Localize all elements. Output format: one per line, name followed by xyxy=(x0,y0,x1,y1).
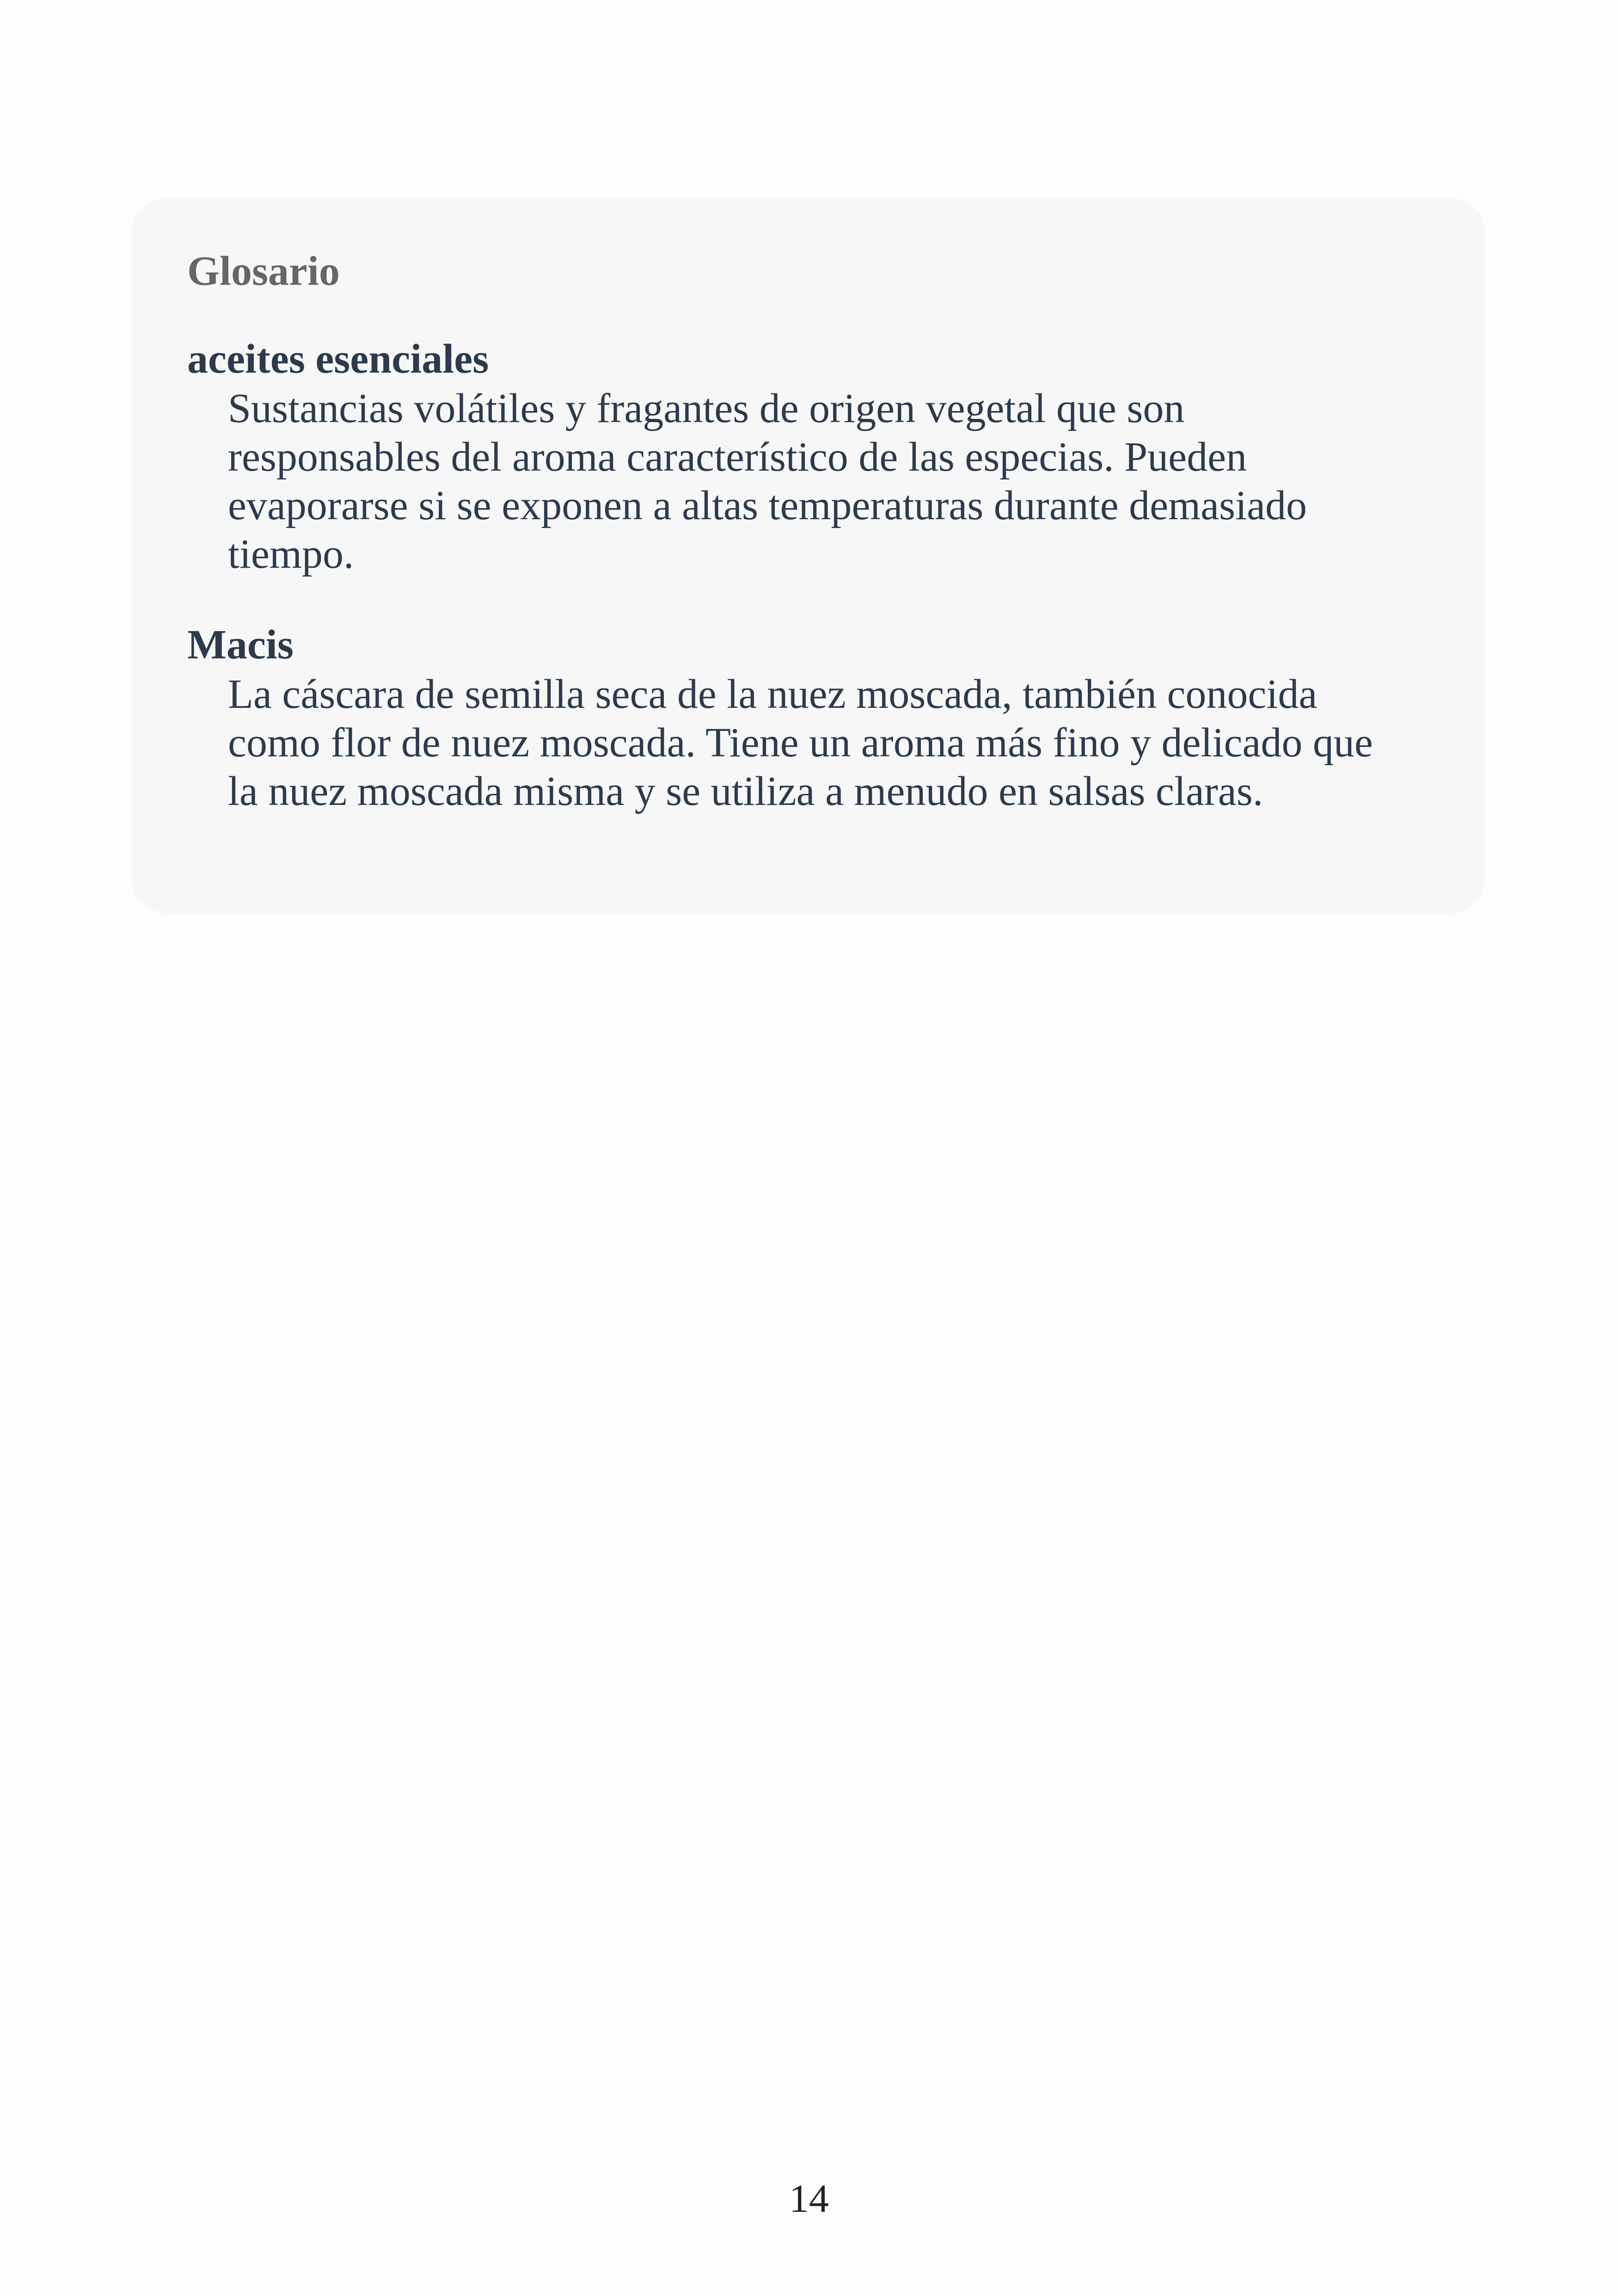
glossary-title: Glosario xyxy=(187,248,340,294)
definition-line: la nuez moscada misma y se utiliza a menudo en salsas claras. xyxy=(228,768,1263,814)
definition-line: tiempo. xyxy=(228,531,354,577)
page-number: 14 xyxy=(789,2176,829,2221)
definition-line: La cáscara de semilla seca de la nuez moscada, también conocida xyxy=(228,671,1318,717)
glossary-entry-macis xyxy=(187,620,1430,816)
glossary-definition xyxy=(187,384,1430,578)
definition-line: evaporarse si se exponen a altas temperaturas durante demasiado xyxy=(228,483,1307,528)
glossary-term: Macis xyxy=(187,622,294,668)
glossary-entry-aceites-esenciales xyxy=(187,334,1430,578)
glossary-definition xyxy=(187,670,1430,816)
glossary-box xyxy=(132,198,1485,913)
glossary-term: aceites esenciales xyxy=(187,336,489,382)
definition-line: como flor de nuez moscada. Tiene un aroma más fino y delicado que xyxy=(228,720,1373,766)
definition-line: Sustancias volátiles y fragantes de origen vegetal que son xyxy=(228,386,1185,431)
definition-line: responsables del aroma característico de las especias. Pueden xyxy=(228,434,1247,480)
